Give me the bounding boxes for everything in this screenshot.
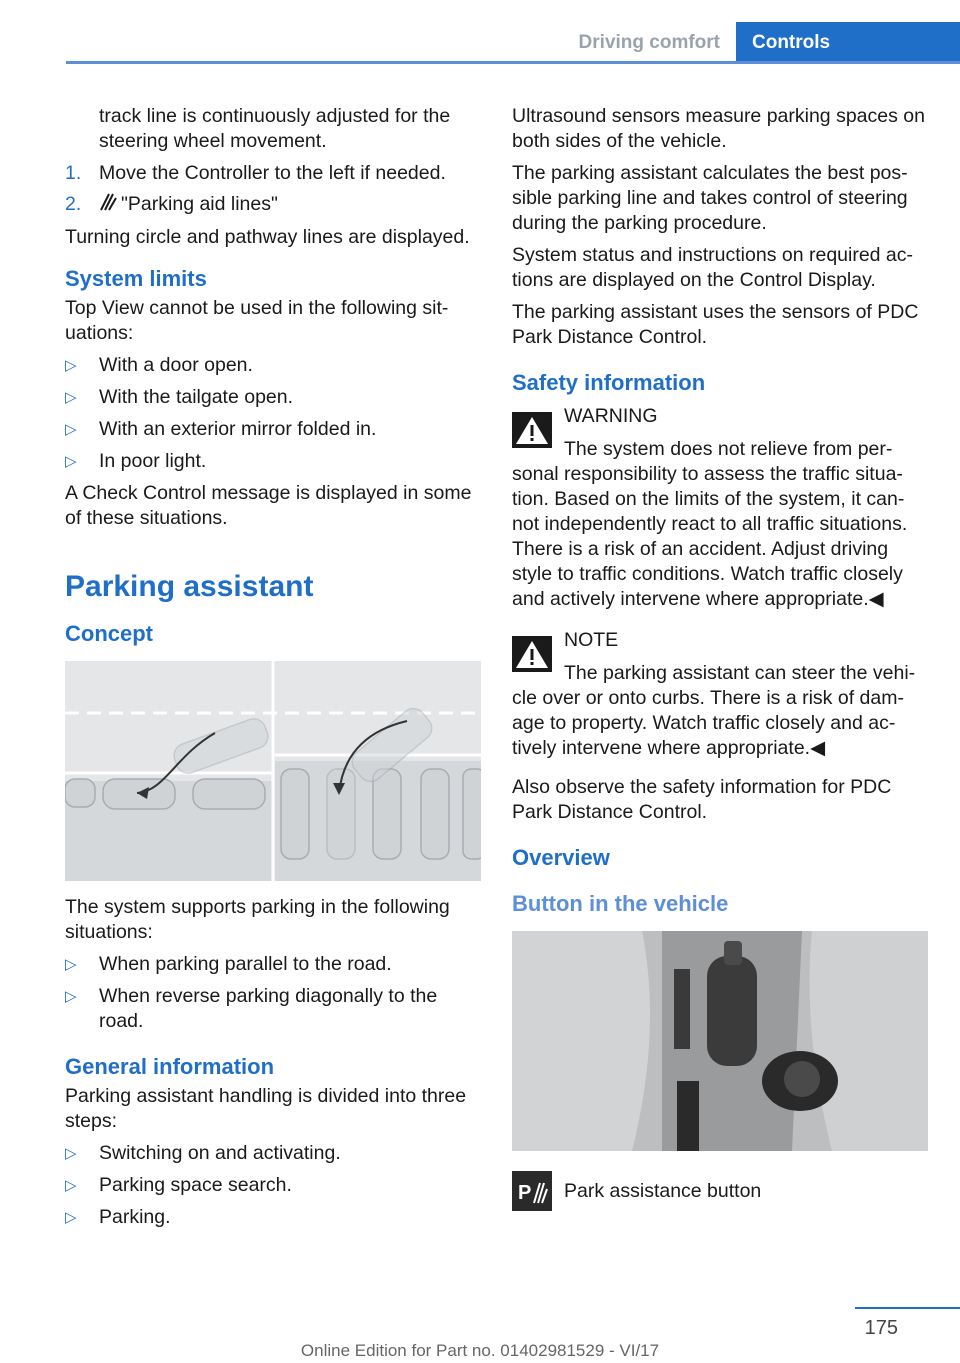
chapter-title: Parking assistant [65,570,314,603]
list-item [65,417,483,442]
list-item [65,449,483,474]
step-number: 1. [65,162,82,184]
bullet-triangle-icon: ▷ [65,1177,77,1194]
bullet-triangle-icon: ▷ [65,357,77,374]
list-item [65,1173,483,1198]
note-block [512,628,930,761]
list-item [65,353,483,378]
list-item-text: Switching on and activating. [99,1142,341,1164]
list-item-text: When parking parallel to the road. [99,953,392,975]
also-observe-text: Also observe the safety information for PDC Park Distance Control. [512,776,892,823]
step-text: "Parking aid lines" [121,193,278,215]
paragraph: Ultrasound sensors measure parking spaces on both sides of the vehicle. [512,105,925,152]
left-column [65,104,483,1237]
list-item-text: Parking. [99,1206,171,1228]
section-tab: Driving comfort [566,22,736,62]
after-steps-text: Turning circle and pathway lines are displayed. [65,226,470,248]
paragraph: The parking assistant uses the sensors of PDC Park Distance Control. [512,301,919,348]
step-2 [65,192,483,219]
paragraph: The parking assistant calculates the best pos‐ sible parking line and takes control of steering during the parking procedure. [512,162,908,234]
step-number: 2. [65,193,82,215]
warning-block [512,404,930,612]
list-item [65,385,483,410]
list-item-text: With the tailgate open. [99,386,294,408]
bullet-triangle-icon: ▷ [65,956,77,973]
concept-heading: Concept [65,621,153,646]
list-item-text: With a door open. [99,354,253,376]
page-number: 175 [864,1317,898,1339]
system-limits-heading: System limits [65,266,207,291]
intro-line: track line is continuously adjusted for the steering wheel movement. [99,105,451,152]
step-1 [65,161,483,186]
list-item [65,952,483,977]
supports-text: The system supports parking in the following situations: [65,896,450,943]
bullet-triangle-icon: ▷ [65,1145,77,1162]
svg-text:P: P [518,1182,532,1204]
warning-triangle-icon [512,636,552,672]
chapter-tab: Controls [736,22,960,62]
vehicle-console-photo [512,931,928,1151]
safety-information-heading: Safety information [512,370,706,395]
page-number-rule [855,1307,960,1309]
bullet-triangle-icon: ▷ [65,1209,77,1226]
header-tabs [566,22,960,62]
general-information-heading: General information [65,1054,275,1079]
overview-heading: Overview [512,845,610,870]
bullet-triangle-icon: ▷ [65,453,77,470]
right-column [512,104,930,1211]
park-assistance-legend [512,1171,930,1211]
warning-first-line: The system does not relieve from per‐ [564,438,893,460]
warning-text: sonal responsibility to assess the traffic situa‐ tion. Based on the limits of the system, it can‐ not independently react to all traffic situations. There is a risk of an accident. Adjust driving style to traffic conditions. Watch traffic closely and actively intervene where appropriate.◀ [512,463,908,610]
warning-label: WARNING [564,405,658,427]
list-item-text: In poor light. [99,450,207,472]
park-assist-button-icon [512,1171,552,1211]
bullet-triangle-icon: ▷ [65,988,77,1005]
list-item [65,1141,483,1166]
bullet-triangle-icon: ▷ [65,389,77,406]
list-item-text: With an exterior mirror folded in. [99,418,377,440]
list-item [65,1205,483,1230]
warning-triangle-icon [512,412,552,448]
parking-aid-lines-icon [99,192,121,219]
header-rule [66,61,960,64]
check-control-text: A Check Control message is displayed in some of these situations. [65,482,472,529]
list-item-text: Parking space search. [99,1174,292,1196]
paragraph: System status and instructions on required ac‐ tions are displayed on the Control Display. [512,244,914,291]
park-assistance-button-label: Park assistance button [564,1179,762,1202]
general-text: Parking assistant handling is divided into three steps: [65,1085,467,1132]
button-in-vehicle-heading: Button in the vehicle [512,891,729,916]
edition-footer: Online Edition for Part no. 01402981529 - VI/17 [300,1341,660,1360]
note-first-line: The parking assistant can steer the vehi‐ [564,662,916,684]
note-text: cle over or onto curbs. There is a risk of dam‐ age to property. Watch traffic closely and ac‐ tively intervene where appropriate.◀ [512,687,904,759]
system-limits-intro: Top View cannot be used in the following sit‐ uations: [65,297,449,344]
parking-concept-illustration [65,661,481,881]
bullet-triangle-icon: ▷ [65,421,77,438]
list-item-text: When reverse parking diagonally to the road. [99,985,438,1032]
note-label: NOTE [564,629,619,651]
list-item [65,984,483,1034]
step-text: Move the Controller to the left if needed. [99,162,446,184]
